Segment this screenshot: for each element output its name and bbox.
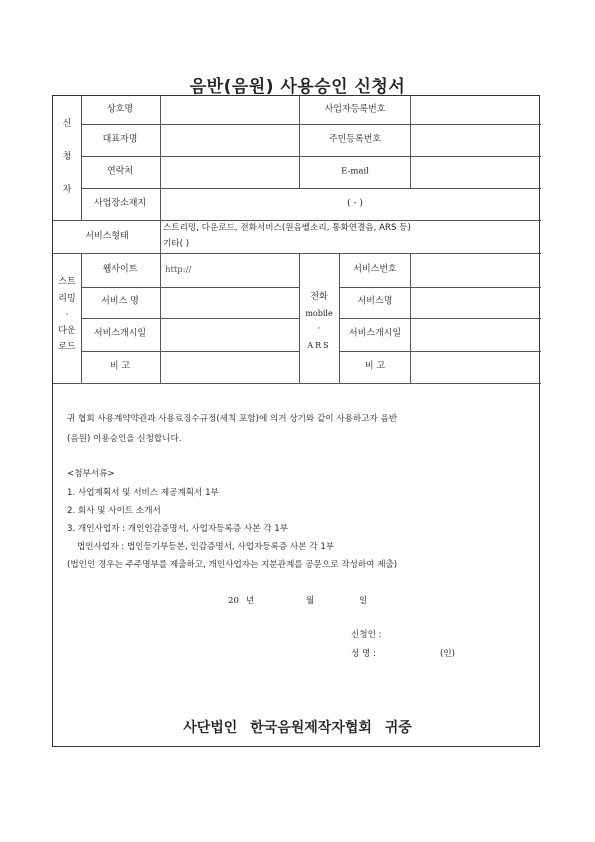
seal-mark: (인) <box>440 649 456 659</box>
company-name-label: 상호명 <box>106 104 134 115</box>
streaming-section-label-5: 로드 <box>58 342 76 352</box>
attachment-item-3: 3. 개인사업자 : 개인인감증명서, 사업자등록증 사본 각 1부 <box>67 524 289 534</box>
contact-label: 연락처 <box>106 166 134 177</box>
phone-service-name-field[interactable] <box>411 288 540 318</box>
service-type-label: 서비스형태 <box>85 231 129 242</box>
service-number-label: 서비스번호 <box>353 264 397 275</box>
streaming-section-label-1: 스트 <box>58 277 76 287</box>
email-field[interactable] <box>411 157 540 188</box>
phone-remarks-field[interactable] <box>411 352 540 383</box>
name-signature-label: 성 명 : <box>351 649 376 659</box>
attachment-note: (법인인 경우는 주주명부를 제출하고, 개인사업자는 지분관계를 공문으로 작성하여 제출) <box>67 560 398 570</box>
address-field[interactable] <box>161 189 540 220</box>
website-label: 웹사이트 <box>102 264 138 275</box>
streaming-remarks-field[interactable] <box>161 352 298 383</box>
application-statement-line1: 귀 협회 사용계약약관과 사용료징수규정(세칙 포함)에 의거 상기와 같이 사용하고자 음반 <box>67 414 398 424</box>
resident-reg-no-field[interactable] <box>411 125 540 156</box>
attachment-item-1: 1. 사업계획서 및 서비스 제공계획서 1부 <box>67 488 219 498</box>
service-number-field[interactable] <box>411 254 540 287</box>
phone-section-label-4: ARS <box>307 341 331 350</box>
addressee: 사단법인 한국음원제작자협회 귀중 <box>183 720 412 736</box>
date-day: 일 <box>359 596 368 606</box>
date-year: 년 <box>246 596 255 606</box>
business-reg-no-label: 사업자등록번호 <box>324 104 386 115</box>
phone-section-label-3: · <box>317 324 321 334</box>
application-statement-line2: (음원) 이용승인을 신청합니다. <box>67 434 182 444</box>
contact-field[interactable] <box>161 157 298 188</box>
applicant-section-label-2: 청 <box>62 152 72 162</box>
phone-service-name-label: 서비스명 <box>357 296 393 307</box>
date-prefix: 20 <box>228 596 239 606</box>
streaming-remarks-label: 비 고 <box>109 361 131 372</box>
applicant-section-label-1: 신 <box>62 119 72 129</box>
applicant-signature-field[interactable] <box>398 626 518 641</box>
attachments-title: <첨부서류> <box>67 469 115 479</box>
date-month-field[interactable] <box>263 593 301 607</box>
applicant-section-label-3: 자 <box>62 185 72 195</box>
phone-remarks-label: 비 고 <box>364 361 386 372</box>
representative-field[interactable] <box>161 125 298 156</box>
service-type-options[interactable]: 스트리밍, 다운로드, 전화서비스(원음벨소리, 통화연결음, ARS 등) <box>163 223 411 233</box>
service-type-other[interactable]: 기타( ) <box>163 239 190 249</box>
streaming-section-label-4: 다운 <box>58 326 76 336</box>
phone-start-date-field[interactable] <box>411 319 540 351</box>
address-label: 사업장소재지 <box>93 198 147 209</box>
streaming-start-date-field[interactable] <box>161 319 298 351</box>
streaming-section-label-2: 리밍 <box>58 294 76 304</box>
resident-reg-no-label: 주민등록번호 <box>328 134 382 145</box>
streaming-service-name-field[interactable] <box>161 288 298 318</box>
application-form <box>52 95 540 747</box>
form-title: 음반(음원) 사용승인 신청서 <box>189 77 406 97</box>
business-reg-no-field[interactable] <box>411 97 540 124</box>
phone-section-label-1: 전화 <box>310 292 328 302</box>
attachment-item-3b: 법인사업자 : 법인등기부등본, 인감증명서, 사업자등록증 사본 각 1부 <box>77 542 335 552</box>
email-label: E-mail <box>341 166 369 177</box>
phone-section-label-2: mobile <box>305 309 333 318</box>
streaming-section-label-3: · <box>65 310 69 320</box>
date-day-field[interactable] <box>321 593 355 607</box>
applicant-signature-label: 신청인 : <box>351 630 382 640</box>
streaming-service-name-label: 서비스 명 <box>101 296 139 307</box>
address-zip-placeholder: ( - ) <box>347 198 363 209</box>
website-field[interactable]: http:// <box>165 265 192 275</box>
date-month: 월 <box>306 596 315 606</box>
streaming-start-date-label: 서비스개시일 <box>93 328 147 339</box>
attachment-item-2: 2. 회사 및 사이트 소개서 <box>67 506 161 516</box>
representative-label: 대표자명 <box>102 134 138 145</box>
phone-start-date-label: 서비스개시일 <box>348 328 402 339</box>
company-name-field[interactable] <box>161 97 298 124</box>
name-signature-field[interactable] <box>398 645 438 660</box>
